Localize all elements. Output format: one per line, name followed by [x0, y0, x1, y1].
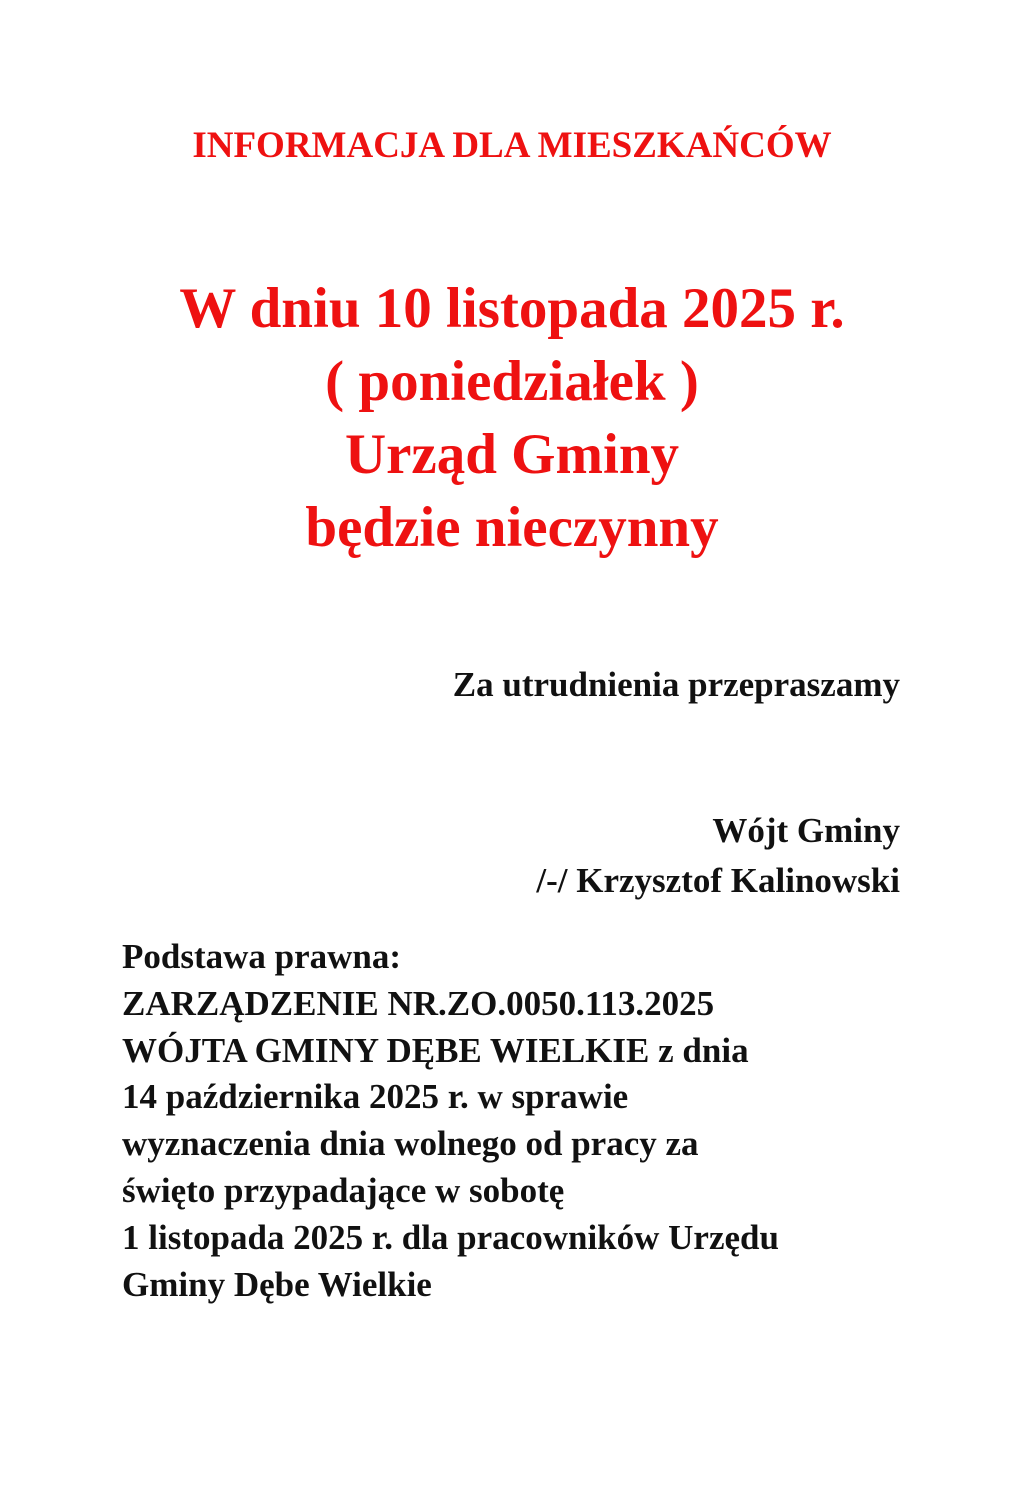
legal-basis-line: święto przypadające w sobotę — [122, 1170, 565, 1210]
legal-basis-heading: Podstawa prawna: — [122, 937, 402, 976]
legal-basis — [122, 934, 779, 1308]
closure-announcement — [0, 272, 1024, 564]
signature-title: Wójt Gminy — [712, 811, 900, 850]
closure-weekday-line: ( poniedziałek ) — [325, 350, 699, 413]
legal-basis-line: wyznaczenia dnia wolnego od pracy za — [122, 1124, 699, 1164]
closure-office-line: Urząd Gminy — [344, 423, 680, 486]
signature-block — [536, 806, 900, 906]
closure-date-line: W dniu 10 listopada 2025 r. — [179, 277, 845, 340]
legal-basis-line: Gminy Dębe Wielkie — [122, 1264, 432, 1304]
legal-basis-line: WÓJTA GMINY DĘBE WIELKIE z dnia — [122, 1030, 749, 1070]
legal-basis-line: 1 listopada 2025 r. dla pracowników Urzędu — [122, 1217, 779, 1257]
apology-text: Za utrudnienia przepraszamy — [452, 665, 900, 704]
legal-basis-line: 14 października 2025 r. w sprawie — [122, 1077, 629, 1117]
closure-status-line: będzie nieczynny — [305, 496, 719, 559]
legal-basis-line: ZARZĄDZENIE NR.ZO.0050.113.2025 — [122, 983, 715, 1023]
notice-header: INFORMACJA DLA MIESZKAŃCÓW — [192, 125, 832, 166]
signature-name: /-/ Krzysztof Kalinowski — [536, 861, 900, 900]
